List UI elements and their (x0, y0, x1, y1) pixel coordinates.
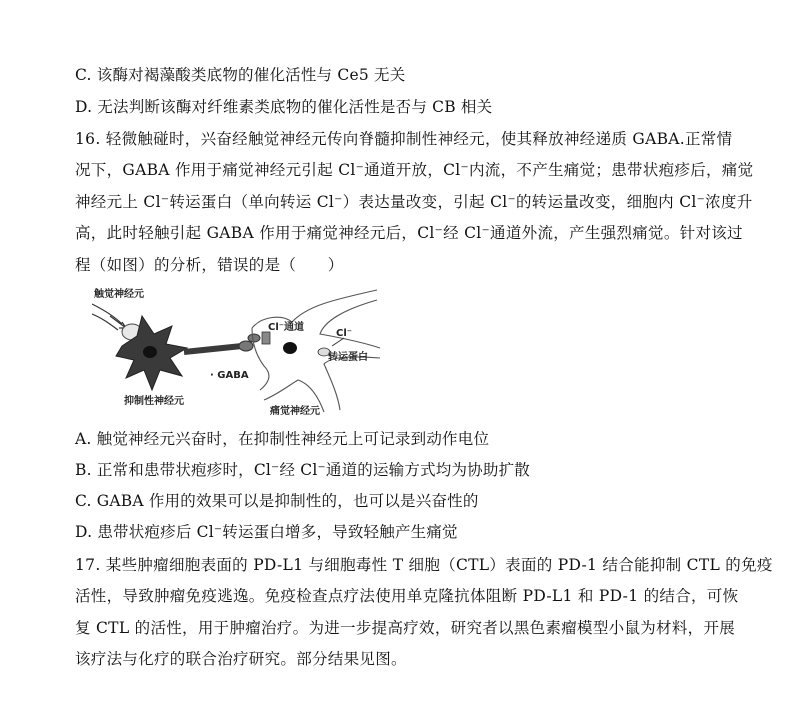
neuron-diagram (92, 286, 382, 416)
inhibitory-terminal-2 (248, 334, 260, 342)
touch-neuron-label: 触觉神经元 (94, 289, 144, 300)
q16-line-2: 况下，GABA 作用于痛觉神经元引起 Cl⁻通道开放，Cl⁻内流，不产生痛觉；患带状疱疹后，痛觉 (75, 161, 754, 180)
cl-ion-label: Cl⁻ (336, 328, 353, 339)
option-d-prev: D. 无法判断该酶对纤维素类底物的催化活性是否与 CB 相关 (75, 98, 493, 116)
inhibitory-terminal-1 (239, 341, 253, 351)
pain-neuron-outline (252, 290, 380, 412)
gaba-label: · GABA (210, 370, 249, 381)
cl-channel-shape (262, 332, 270, 344)
q16-option-b: B. 正常和患带状疱疹时，Cl⁻经 Cl⁻通道的运输方式均为协助扩散 (75, 461, 530, 479)
question-17-stem (75, 550, 773, 676)
q16-option-d: D. 患带状疱疹后 Cl⁻转运蛋白增多，导致轻触产生痛觉 (75, 523, 458, 541)
q16-line-3: 神经元上 Cl⁻转运蛋白（单向转运 Cl⁻）表达量改变，引起 Cl⁻的转运量改变，细胞内 Cl⁻浓度升 (75, 192, 753, 211)
inhibitory-axon (184, 346, 242, 352)
q17-line-1: 17. 某些肿瘤细胞表面的 PD-L1 与细胞毒性 T 细胞（CTL）表面的 PD-1 结合能抑制 CTL 的免疫 (75, 556, 773, 574)
transporter-label: 转运蛋白 (328, 352, 368, 363)
q16-option-a: A. 触觉神经元兴奋时，在抑制性神经元上可记录到动作电位 (75, 430, 490, 448)
q16-line-1: 16. 轻微触碰时，兴奋经触觉神经元传向脊髓抑制性神经元，使其释放神经递质 GABA.正常情 (75, 130, 733, 148)
cl-channel-label: Cl⁻通道 (268, 322, 305, 333)
q16-line-5: 程（如图）的分析，错误的是（ ） (75, 255, 344, 274)
option-c-prev: C. 该酶对褐藻酸类底物的催化活性与 Ce5 无关 (75, 66, 406, 84)
q17-line-2: 活性，导致肿瘤免疫逃逸。免疫检查点疗法使用单克隆抗体阻断 PD-L1 和 PD-1 的结合，可恢 (75, 587, 739, 606)
inhibitory-neuron-label: 抑制性神经元 (124, 396, 184, 407)
q17-line-3: 复 CTL 的活性，用于肿瘤治疗。为进一步提高疗效，研究者以黑色素瘤模型小鼠为材料，开展 (75, 618, 736, 637)
pain-neuron-label: 痛觉神经元 (270, 406, 320, 416)
q17-line-4: 该疗法与化疗的联合治疗研究。部分结果见图。 (75, 650, 407, 669)
cl-arrow-icon (332, 338, 344, 346)
touch-axon-line-2 (92, 314, 118, 330)
pain-nucleus (283, 342, 297, 354)
question-16-stem (75, 124, 754, 281)
q16-option-c: C. GABA 作用的效果可以是抑制性的，也可以是兴奋性的 (75, 492, 479, 510)
inhibitory-nucleus (143, 346, 157, 358)
q16-line-4: 高，此时轻触引起 GABA 作用于痛觉神经元后，Cl⁻经 Cl⁻通道外流，产生强烈痛觉。针对该过 (75, 224, 743, 243)
